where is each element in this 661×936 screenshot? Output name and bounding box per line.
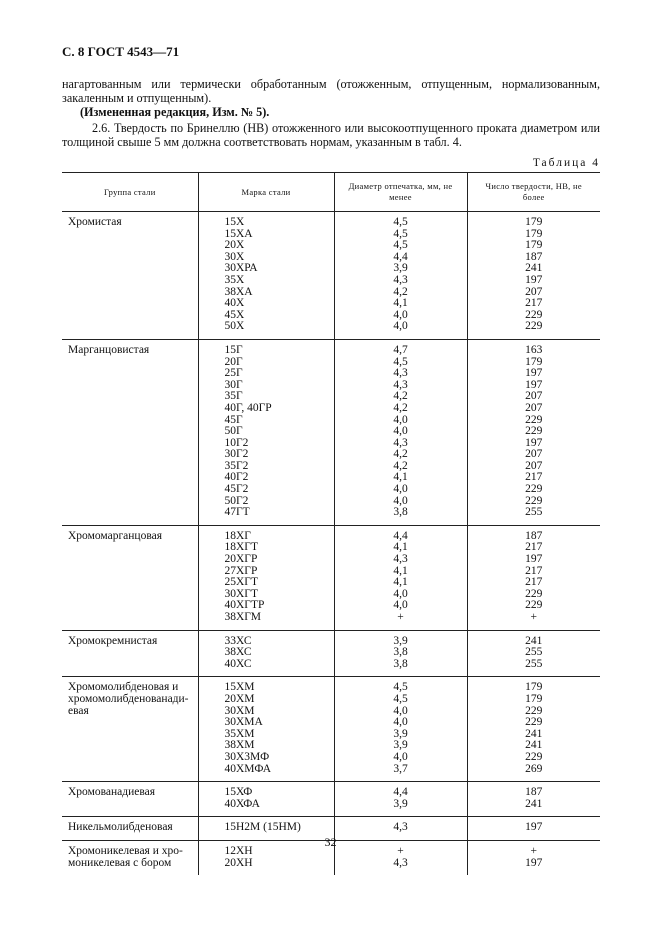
steel-group-name bbox=[62, 212, 198, 340]
steel-group-name-line: Хромоникелевая и хро- bbox=[68, 844, 183, 857]
imprint-diameter-value: 4,0 bbox=[393, 716, 408, 729]
hardness-number-value: 179 bbox=[525, 692, 543, 705]
steel-grade-value: 40ХМФА bbox=[224, 762, 272, 775]
hardness-number-value: 241 bbox=[525, 262, 543, 275]
steel-grade-value: 30Г bbox=[224, 378, 243, 391]
hardness-number-value: 217 bbox=[525, 541, 543, 554]
steel-grade-value: 20ХН bbox=[224, 856, 253, 869]
hardness-number-value: 207 bbox=[525, 448, 543, 461]
hardness-number-value: 229 bbox=[525, 483, 543, 496]
hardness-number-value: 179 bbox=[525, 227, 543, 240]
imprint-diameter-value: + bbox=[397, 844, 404, 857]
imprint-diameter-value: 4,3 bbox=[393, 856, 408, 869]
steel-grade-value: 35Г2 bbox=[224, 459, 249, 472]
imprint-diameter-value: 4,0 bbox=[393, 704, 408, 717]
imprint-diameter-value: 4,1 bbox=[393, 576, 408, 589]
imprint-diameter-value: 4,1 bbox=[393, 471, 408, 484]
steel-grade-value: 30ХГТ bbox=[224, 587, 258, 600]
steel-grade-value: 12ХН bbox=[224, 844, 253, 857]
column-header-imprint-diameter: Диаметр отпечатка, мм, не менее bbox=[334, 173, 467, 212]
steel-grade-value: 20ХМ bbox=[224, 692, 255, 705]
hardness-number-value: 207 bbox=[525, 401, 543, 414]
steel-grade-value: 40Х bbox=[224, 297, 245, 310]
hardness-number-value: 207 bbox=[525, 390, 543, 403]
column-header-steel-grade: Марка стали bbox=[198, 173, 334, 212]
imprint-diameter-value: 3,7 bbox=[393, 762, 408, 775]
imprint-diameter-value: 4,4 bbox=[393, 529, 408, 542]
hardness-number-value: 241 bbox=[525, 634, 543, 647]
imprint-diameter-value: 4,7 bbox=[393, 343, 408, 356]
hardness-number-value: 179 bbox=[525, 355, 543, 368]
steel-grade-value: 40Г2 bbox=[224, 471, 249, 484]
steel-group-name-line: Марганцовистая bbox=[68, 343, 150, 356]
steel-grade-value: 50Г bbox=[224, 425, 243, 438]
steel-group-name-line: хромомолибденованади- bbox=[68, 692, 189, 705]
steel-grade-value: 33ХС bbox=[224, 634, 252, 647]
hardness-number-value: 229 bbox=[525, 704, 543, 717]
steel-grade-value: 35Х bbox=[224, 273, 245, 286]
steel-grade-value: 15ХА bbox=[224, 227, 253, 240]
steel-grade-cell bbox=[198, 212, 334, 340]
steel-grade-value: 40Г, 40ГР bbox=[224, 401, 272, 414]
imprint-diameter-value: 4,5 bbox=[393, 239, 408, 252]
steel-grade-value: 20Г bbox=[224, 355, 243, 368]
hardness-number-value: 197 bbox=[525, 367, 543, 380]
steel-grade-value: 15Х bbox=[224, 216, 245, 228]
steel-grade-value: 18ХГ bbox=[224, 529, 251, 542]
hardness-number-value: 229 bbox=[525, 320, 543, 333]
steel-group-name bbox=[62, 525, 198, 630]
steel-grade-value: 30Х bbox=[224, 250, 245, 263]
hardness-number-value: 241 bbox=[525, 739, 543, 752]
hardness-number-value: 255 bbox=[525, 506, 543, 519]
hardness-number-value: 179 bbox=[525, 216, 543, 228]
imprint-diameter-value: 4,1 bbox=[393, 541, 408, 554]
steel-grade-value: 30Г2 bbox=[224, 448, 249, 461]
steel-grade-value: 40ХФА bbox=[224, 797, 260, 810]
hardness-number-value: 207 bbox=[525, 285, 543, 298]
steel-grade-value: 38ХС bbox=[224, 646, 252, 659]
imprint-diameter-value: 4,3 bbox=[393, 273, 408, 286]
steel-grade-value: 15ХФ bbox=[224, 786, 253, 799]
column-header-steel-group: Группа стали bbox=[62, 173, 198, 212]
hardness-number-value: 197 bbox=[525, 273, 543, 286]
imprint-diameter-value: 4,1 bbox=[393, 297, 408, 310]
hardness-number-value: 207 bbox=[525, 459, 543, 472]
paragraph-2-6: 2.6. Твердость по Бринеллю (НВ) отожженного или высокоотпущенного проката диаметром или толщиной свыше 5 мм должна соответствовать нормам, указанным в табл. 4. bbox=[62, 121, 600, 149]
hardness-number-value: 197 bbox=[525, 821, 543, 834]
imprint-diameter-value: 4,5 bbox=[393, 216, 408, 228]
hardness-number-value: 197 bbox=[525, 553, 543, 566]
steel-grade-cell bbox=[198, 630, 334, 677]
imprint-diameter-value: 3,8 bbox=[393, 657, 408, 670]
hardness-number-value: 229 bbox=[525, 425, 543, 438]
imprint-diameter-value: 4,0 bbox=[393, 494, 408, 507]
hardness-number-value: 269 bbox=[525, 762, 543, 775]
imprint-diameter-value: 3,8 bbox=[393, 506, 408, 519]
hardness-number-value: 187 bbox=[525, 786, 543, 799]
imprint-diameter-value: 4,1 bbox=[393, 564, 408, 577]
steel-group-row bbox=[62, 212, 600, 340]
steel-grade-value: 50Х bbox=[224, 320, 245, 333]
hardness-number-value: 197 bbox=[525, 436, 543, 449]
hardness-number-value: 197 bbox=[525, 856, 543, 869]
steel-grade-value: 20Х bbox=[224, 239, 245, 252]
steel-grade-cell bbox=[198, 339, 334, 525]
steel-grade-value: 27ХГР bbox=[224, 564, 258, 577]
hardness-number-value: 179 bbox=[525, 239, 543, 252]
hardness-number-cell bbox=[467, 525, 600, 630]
steel-group-name-line: моникелевая с бором bbox=[68, 856, 172, 869]
hardness-number-value: 217 bbox=[525, 297, 543, 310]
steel-grade-value: 15Н2М (15НМ) bbox=[224, 821, 301, 834]
steel-group-row bbox=[62, 339, 600, 525]
hardness-number-value: + bbox=[530, 844, 537, 857]
steel-group-name-line: Хромокремнистая bbox=[68, 634, 158, 647]
steel-grade-value: 45Г2 bbox=[224, 483, 249, 496]
steel-group-row bbox=[62, 677, 600, 782]
imprint-diameter-cell bbox=[334, 677, 467, 782]
imprint-diameter-value: 4,0 bbox=[393, 320, 408, 333]
steel-group-name bbox=[62, 339, 198, 525]
steel-group-name-line: Хромистая bbox=[68, 216, 122, 228]
steel-group-row bbox=[62, 525, 600, 630]
hardness-number-value: + bbox=[530, 611, 537, 623]
imprint-diameter-value: 4,2 bbox=[393, 285, 408, 298]
imprint-diameter-value: 4,0 bbox=[393, 750, 408, 763]
steel-grade-value: 50Г2 bbox=[224, 494, 249, 507]
hardness-number-value: 241 bbox=[525, 797, 543, 810]
imprint-diameter-value: 4,2 bbox=[393, 459, 408, 472]
document-header: С. 8 ГОСТ 4543—71 bbox=[62, 44, 180, 59]
steel-grade-cell bbox=[198, 782, 334, 817]
imprint-diameter-cell bbox=[334, 525, 467, 630]
column-header-hardness-number: Число твердости, НВ, не более bbox=[467, 173, 600, 212]
page-number: 32 bbox=[324, 835, 337, 849]
amendment-note: (Измененная редакция, Изм. № 5). bbox=[80, 105, 270, 119]
steel-group-name-line: Хромованадиевая bbox=[68, 786, 156, 799]
imprint-diameter-value: 4,4 bbox=[393, 786, 408, 799]
steel-group-row bbox=[62, 630, 600, 677]
imprint-diameter-value: 3,9 bbox=[393, 739, 408, 752]
hardness-number-value: 229 bbox=[525, 413, 543, 426]
imprint-diameter-value: 4,3 bbox=[393, 821, 408, 834]
hardness-number-cell bbox=[467, 677, 600, 782]
imprint-diameter-value: 4,0 bbox=[393, 413, 408, 426]
steel-grade-value: 38ХА bbox=[224, 285, 253, 298]
imprint-diameter-value: 4,3 bbox=[393, 378, 408, 391]
steel-group-name-line: Никельмолибденовая bbox=[68, 821, 173, 834]
steel-grade-value: 35ХМ bbox=[224, 727, 255, 740]
hardness-number-cell bbox=[467, 630, 600, 677]
imprint-diameter-value: 4,0 bbox=[393, 599, 408, 612]
steel-grade-value: 45Г bbox=[224, 413, 243, 426]
steel-grade-value: 25Г bbox=[224, 367, 243, 380]
steel-group-name bbox=[62, 677, 198, 782]
steel-grade-value: 38ХГМ bbox=[224, 611, 262, 623]
imprint-diameter-cell bbox=[334, 339, 467, 525]
imprint-diameter-cell bbox=[334, 212, 467, 340]
table-header-row bbox=[62, 173, 600, 212]
imprint-diameter-value: 3,9 bbox=[393, 634, 408, 647]
hardness-number-value: 229 bbox=[525, 494, 543, 507]
imprint-diameter-value: 4,3 bbox=[393, 553, 408, 566]
imprint-diameter-value: 4,2 bbox=[393, 390, 408, 403]
imprint-diameter-value: 4,0 bbox=[393, 308, 408, 321]
steel-grade-value: 20ХГР bbox=[224, 553, 258, 566]
steel-grade-value: 30Х3МФ bbox=[224, 750, 270, 763]
hardness-number-value: 197 bbox=[525, 378, 543, 391]
imprint-diameter-value: 3,9 bbox=[393, 727, 408, 740]
steel-grade-value: 47ГТ bbox=[224, 506, 250, 519]
hardness-number-value: 217 bbox=[525, 471, 543, 484]
steel-group-name bbox=[62, 630, 198, 677]
hardness-number-cell bbox=[467, 212, 600, 340]
steel-grade-value: 25ХГТ bbox=[224, 576, 258, 589]
hardness-number-value: 217 bbox=[525, 564, 543, 577]
hardness-number-value: 229 bbox=[525, 599, 543, 612]
hardness-number-value: 229 bbox=[525, 750, 543, 763]
steel-grade-value: 10Г2 bbox=[224, 436, 249, 449]
imprint-diameter-value: 4,5 bbox=[393, 681, 408, 694]
imprint-diameter-value: 3,9 bbox=[393, 797, 408, 810]
imprint-diameter-value: 4,0 bbox=[393, 483, 408, 496]
steel-grade-value: 40ХС bbox=[224, 657, 252, 670]
table-body bbox=[62, 212, 600, 876]
steel-grade-value: 38ХМ bbox=[224, 739, 255, 752]
steel-group-row bbox=[62, 782, 600, 817]
imprint-diameter-value: 4,2 bbox=[393, 448, 408, 461]
hardness-number-value: 255 bbox=[525, 646, 543, 659]
hardness-number-value: 217 bbox=[525, 576, 543, 589]
steel-grade-value: 35Г bbox=[224, 390, 243, 403]
hardness-number-value: 255 bbox=[525, 657, 543, 670]
hardness-number-value: 187 bbox=[525, 250, 543, 263]
imprint-diameter-value: 4,5 bbox=[393, 227, 408, 240]
steel-group-name-line: Хромомарганцовая bbox=[68, 529, 162, 542]
hardness-table bbox=[62, 172, 600, 875]
hardness-number-value: 187 bbox=[525, 529, 543, 542]
hardness-number-cell bbox=[467, 782, 600, 817]
imprint-diameter-value: 4,3 bbox=[393, 367, 408, 380]
steel-grade-cell bbox=[198, 525, 334, 630]
steel-grade-value: 30ХМА bbox=[224, 716, 263, 729]
imprint-diameter-value: 3,8 bbox=[393, 646, 408, 659]
hardness-number-value: 229 bbox=[525, 716, 543, 729]
steel-grade-value: 30ХРА bbox=[224, 262, 258, 275]
steel-group-name bbox=[62, 782, 198, 817]
steel-grade-value: 15Г bbox=[224, 343, 243, 356]
steel-group-name-line: евая bbox=[68, 704, 89, 717]
table-caption: Таблица 4 bbox=[532, 157, 600, 169]
imprint-diameter-value: 4,0 bbox=[393, 587, 408, 600]
imprint-diameter-value: 4,5 bbox=[393, 692, 408, 705]
imprint-diameter-value: 4,4 bbox=[393, 250, 408, 263]
hardness-number-value: 179 bbox=[525, 681, 543, 694]
hardness-number-value: 163 bbox=[525, 343, 543, 356]
steel-grade-cell bbox=[198, 677, 334, 782]
imprint-diameter-value: 4,0 bbox=[393, 425, 408, 438]
steel-grade-value: 15ХМ bbox=[224, 681, 255, 694]
imprint-diameter-value: + bbox=[397, 611, 404, 623]
imprint-diameter-cell bbox=[334, 782, 467, 817]
imprint-diameter-value: 4,2 bbox=[393, 401, 408, 414]
paragraph-continuation: нагартованным или термически обработанным (отожженным, отпущенным, нормализованным, закаленным и отпущенным). bbox=[62, 77, 600, 105]
steel-grade-value: 40ХГТР bbox=[224, 599, 265, 612]
imprint-diameter-value: 4,3 bbox=[393, 436, 408, 449]
imprint-diameter-cell bbox=[334, 630, 467, 677]
hardness-number-value: 229 bbox=[525, 308, 543, 321]
imprint-diameter-value: 4,5 bbox=[393, 355, 408, 368]
steel-grade-value: 30ХМ bbox=[224, 704, 255, 717]
hardness-number-value: 229 bbox=[525, 587, 543, 600]
steel-group-name-line: Хромомолибденовая и bbox=[68, 681, 179, 694]
hardness-number-value: 241 bbox=[525, 727, 543, 740]
steel-grade-value: 18ХГТ bbox=[224, 541, 258, 554]
steel-grade-value: 45Х bbox=[224, 308, 245, 321]
hardness-number-cell bbox=[467, 339, 600, 525]
imprint-diameter-value: 3,9 bbox=[393, 262, 408, 275]
